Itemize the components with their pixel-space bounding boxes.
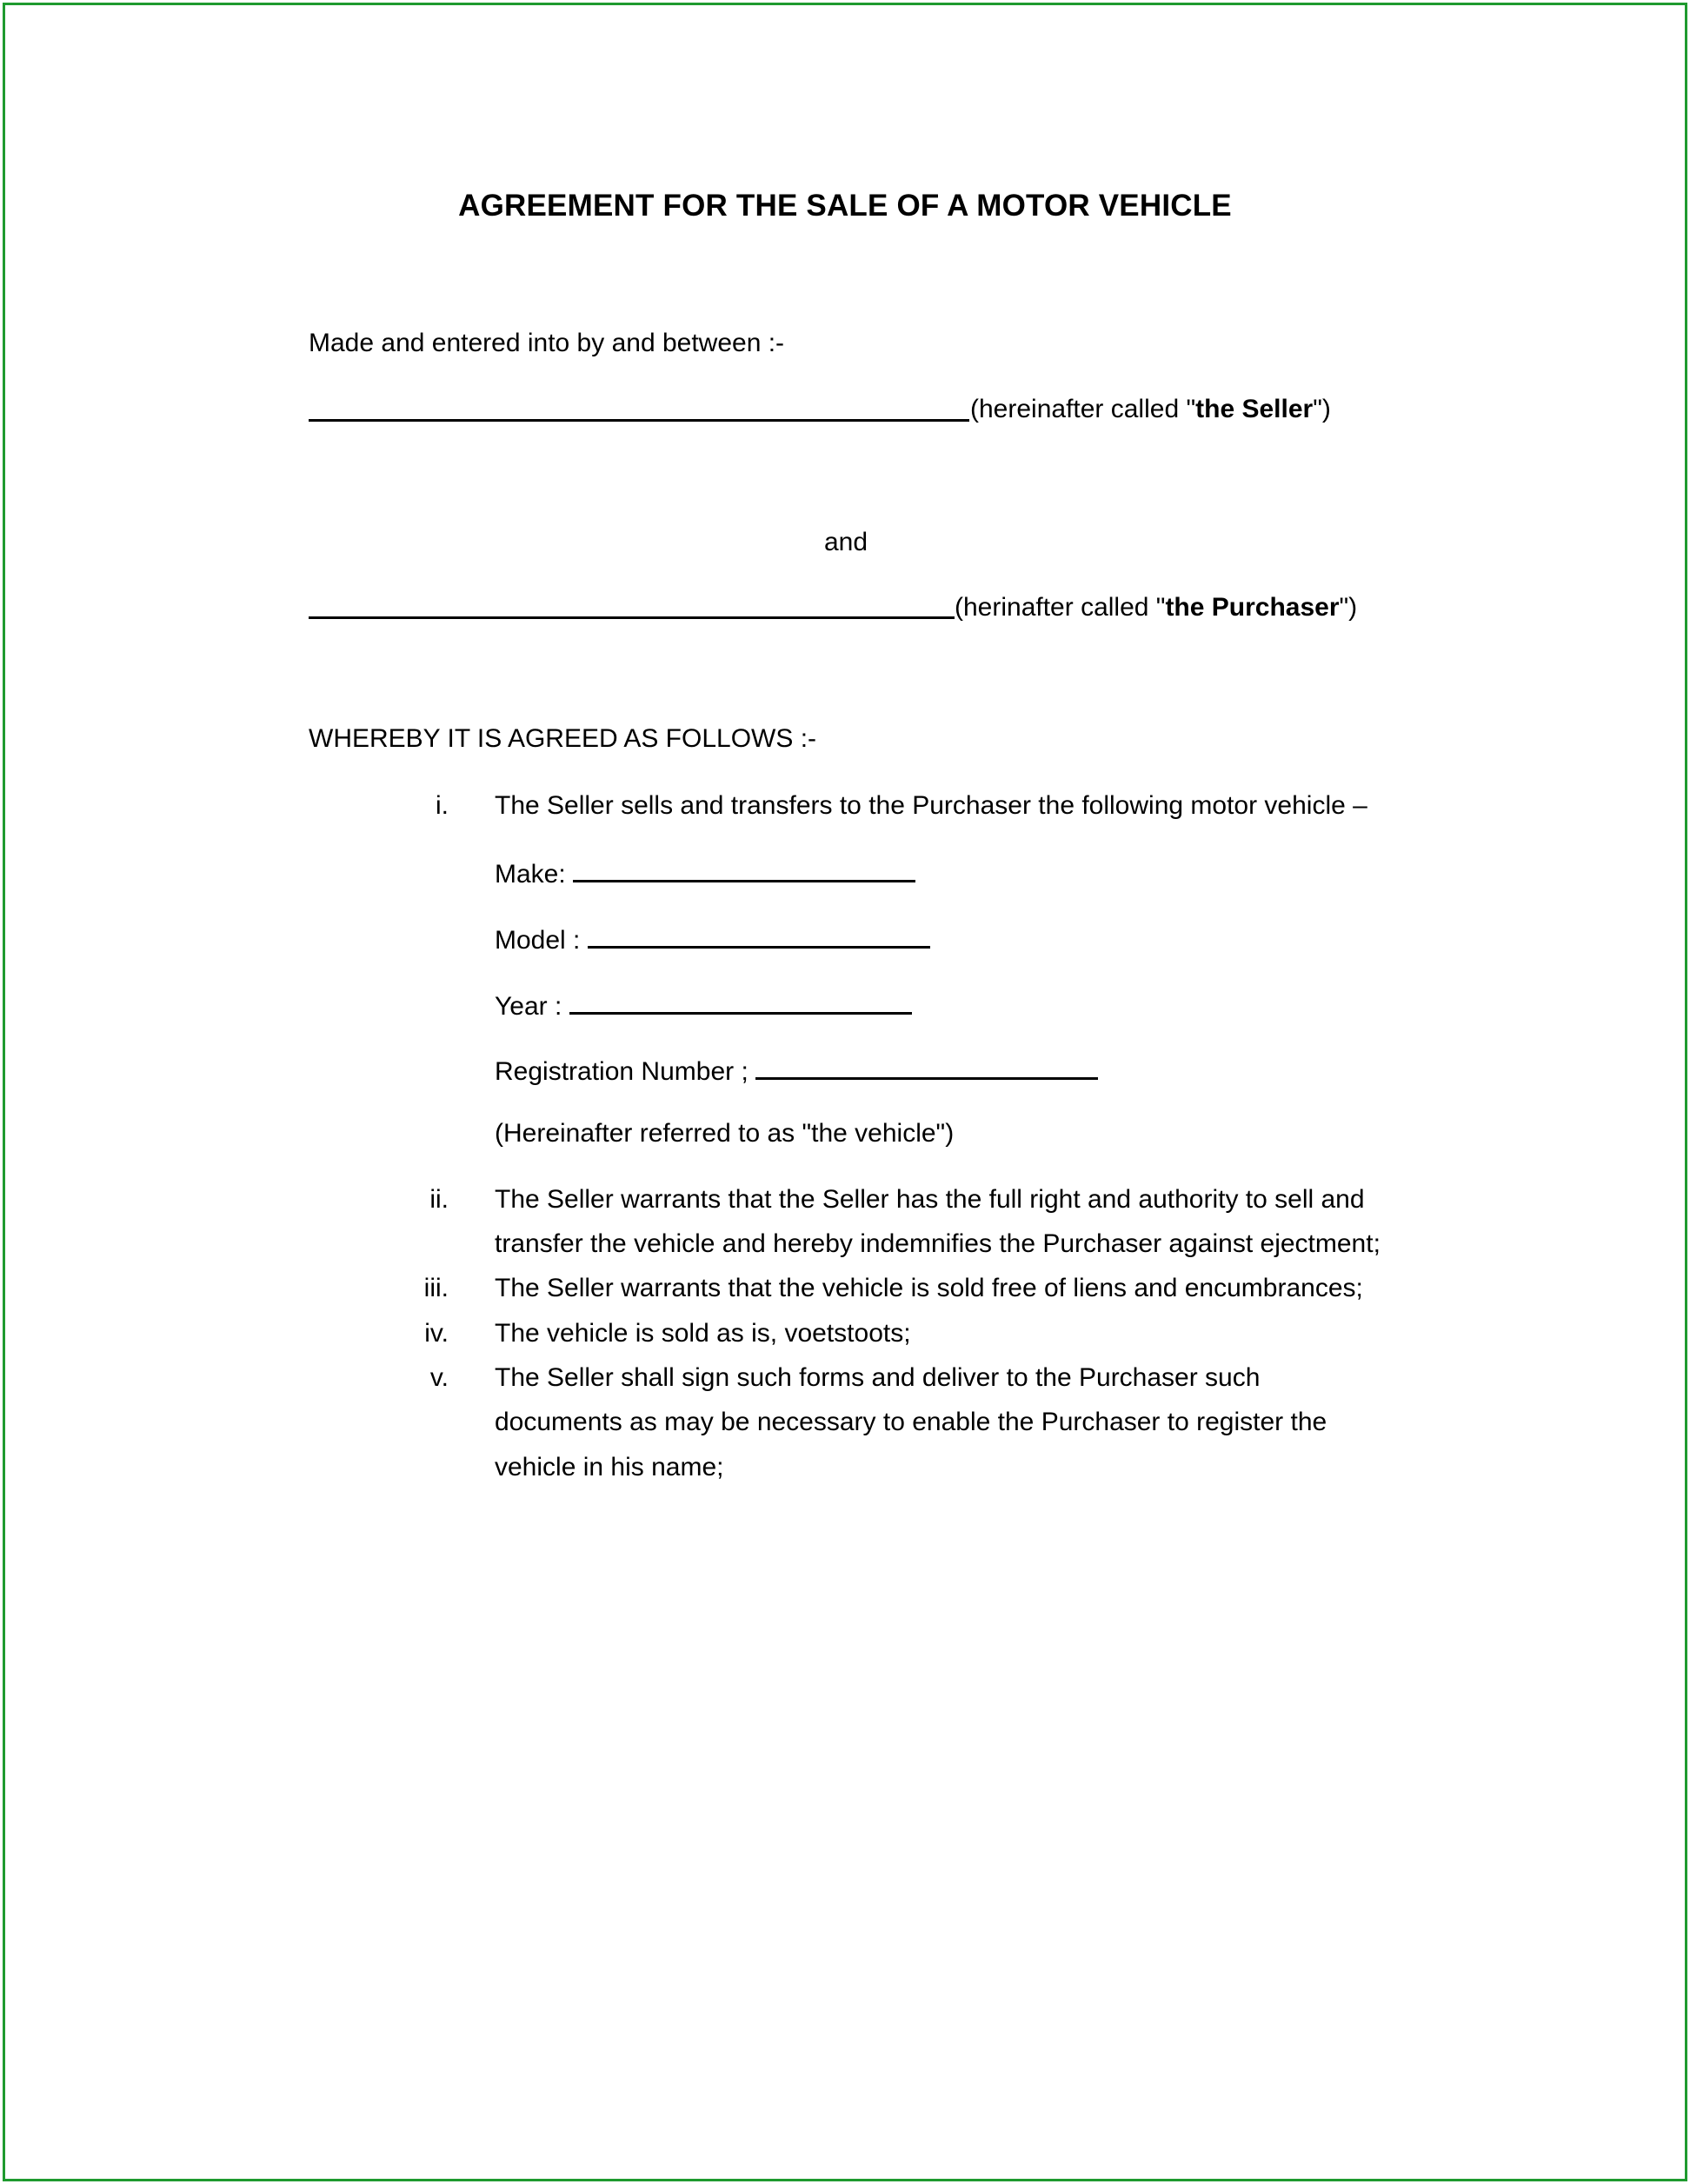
clause-text: The Seller warrants that the Seller has the full right and authority to sell and: [495, 1185, 1365, 1214]
year-field: Year :: [495, 988, 912, 1022]
make-blank[interactable]: [573, 856, 915, 882]
clause-number: i.: [436, 791, 449, 820]
clause-text: vehicle in his name;: [495, 1453, 724, 1482]
clause-text: The Seller sells and transfers to the Purchaser the following motor vehicle –: [495, 791, 1367, 820]
model-field: Model :: [495, 922, 930, 956]
seller-bold: the Seller: [1195, 395, 1314, 423]
intro-text: Made and entered into by and between :-: [309, 329, 785, 357]
clause-number: iii.: [423, 1274, 449, 1302]
clause-text: The vehicle is sold as is, voetstoots;: [495, 1319, 911, 1348]
seller-designation: (hereinafter called "the Seller"): [970, 395, 1331, 423]
model-blank[interactable]: [588, 922, 930, 949]
clause-number: iv.: [424, 1319, 449, 1348]
clause-text: The Seller shall sign such forms and deliver to the Purchaser such: [495, 1363, 1261, 1392]
clause-text: The Seller warrants that the vehicle is sold free of liens and encumbrances;: [495, 1274, 1363, 1302]
make-field: Make:: [495, 856, 915, 890]
clause-number: v.: [429, 1363, 449, 1392]
year-blank[interactable]: [569, 988, 912, 1015]
vehicle-reference: (Hereinafter referred to as "the vehicle"): [495, 1119, 955, 1148]
registration-field: Registration Number ;: [495, 1053, 1098, 1088]
purchaser-bold: the Purchaser: [1165, 593, 1340, 622]
whereby-text: WHEREBY IT IS AGREED AS FOLLOWS :-: [309, 724, 817, 753]
purchaser-name-blank[interactable]: [309, 616, 955, 619]
clause-text: documents as may be necessary to enable the Purchaser to register the: [495, 1408, 1327, 1436]
purchaser-designation: (herinafter called "the Purchaser"): [955, 593, 1358, 622]
registration-blank[interactable]: [755, 1053, 1098, 1080]
seller-name-blank[interactable]: [309, 419, 969, 422]
document-title: AGREEMENT FOR THE SALE OF A MOTOR VEHICLE: [458, 189, 1232, 223]
clause-text: transfer the vehicle and hereby indemnifies the Purchaser against ejectment;: [495, 1229, 1381, 1258]
and-text: and: [824, 528, 868, 556]
clause-number: ii.: [429, 1185, 449, 1214]
